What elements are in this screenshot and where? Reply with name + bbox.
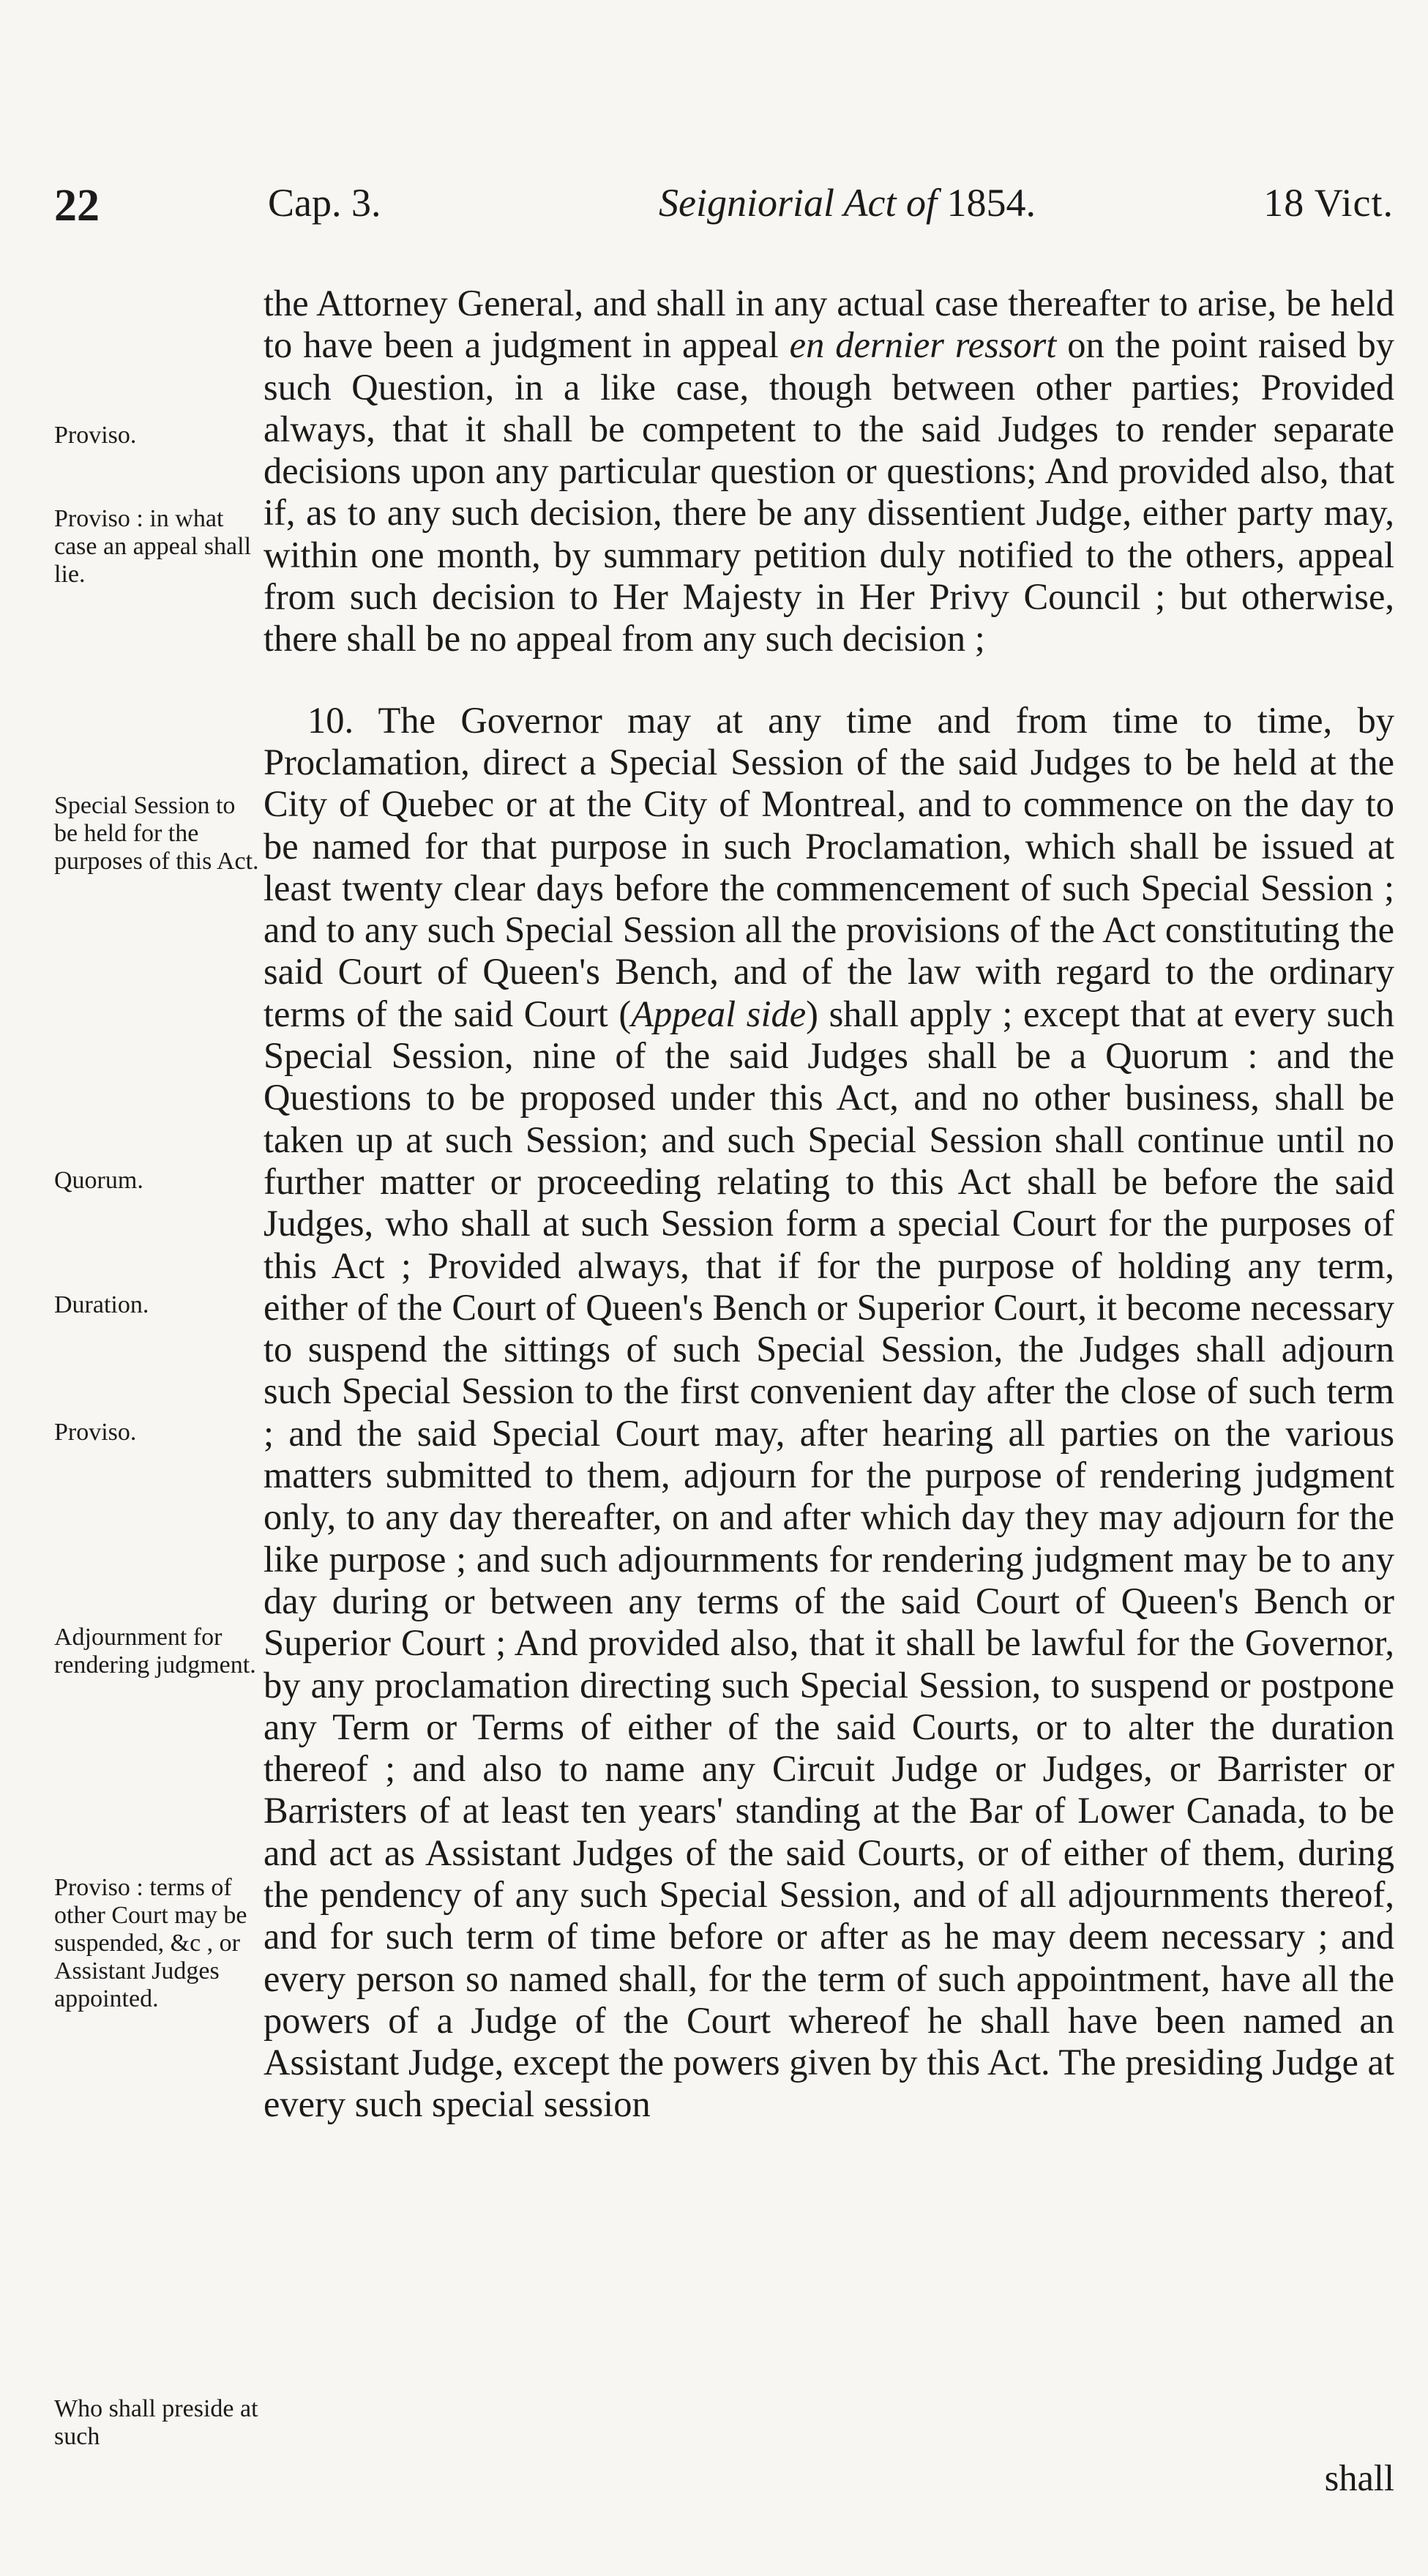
margin-note-proviso-2: Proviso. [54, 1419, 137, 1446]
regnal-word: Vict. [1314, 181, 1394, 225]
paragraph-continued [263, 283, 1394, 660]
act-title [659, 180, 1036, 225]
act-title-italic: Seigniorial Act of [659, 181, 937, 225]
para1-text-a: the Attorney General, and shall in any actual case thereafter to arise, be held to have been a judgment in appeal [263, 283, 1394, 366]
para2-text-a: 10. The Governor may at any time and from time to time, by Proclamation, direct a Special Session of the said Judges to be held at the City of Quebec or at the City of Montreal, and to commence on the day to be named for that purpose in such Proclamation, which shall be issued at least twenty clear days before the commencement of such Special Session ; and to any such Special Session all the provisions of the Act constituting the said Court of Queen's Bench, and of the law with regard to the ordinary terms of the said Court ( [263, 699, 1394, 1034]
chapter-number: Cap. 3. [268, 181, 381, 225]
page-number: 22 [54, 181, 100, 231]
margin-note-proviso: Proviso. [54, 422, 137, 449]
margin-note-adjournment: Adjournment for rendering judgment. [54, 1624, 256, 1679]
margin-note-proviso-terms: Proviso : terms of other Court may be suspended, &c , or Assistant Judges appointed. [54, 1874, 247, 2012]
regnal-number: 18 [1263, 181, 1305, 225]
section-10-paragraph [263, 700, 1394, 2126]
running-head [54, 180, 1394, 239]
margin-note-proviso-appeal: Proviso : in what case an appeal shall lie. [54, 505, 252, 588]
margin-note-who-preside: Who shall preside at such [54, 2395, 258, 2450]
margin-note-special-session: Special Session to be held for the purposes of this Act. [54, 792, 259, 875]
para1-text-b: on the point raised by such Question, in a like case, though between other parties; Provided always, that it shall be competent to the said Judges to render separate decisions upon any particular question or questions; And provided also, that if, as to any such decision, there be any dissentient Judge, either party may, within one month, by summary petition duly notified to the others, appeal from such decision to Her Majesty in Her Privy Council ; but otherwise, there shall be no appeal from any such decision ; [263, 324, 1394, 660]
para2-italic: Appeal side [631, 993, 807, 1034]
para1-italic: en dernier ressort [789, 324, 1057, 366]
para2-text-b: ) shall apply ; except that at every such Special Session, nine of the said Judges shall be a Quorum : and the Questions to be proposed under this Act, and no other business, shall be taken up at such Session; and such Special Session shall continue until no further matter or proceeding relating to this Act shall be before the said Judges, who shall at such Session form a special Court for the purposes of this Act ; Provided always, that if for the purpose of holding any term, either of the Court of Queen's Bench or Superior Court, it become necessary to suspend the sittings of such Special Session, the Judges shall adjourn such Special Session to the first convenient day after the close of such term ; and the said Special Court may, after hearing all parties on the various matters submitted to them, adjourn for the purpose of rendering judgment only, to any day thereafter, on and after which day they may adjourn for the like purpose ; and such adjournments for rendering judgment may be to any day during or between any terms of the said Court of Queen's Bench or Superior Court ; And provided also, that it shall be lawful for the Governor, by any proclamation directing such Special Session, to suspend or postpone any Term or Terms of either of the said Courts, or to alter the duration thereof ; and also to name any Circuit Judge or Judges, or Barrister or Barristers of at least ten years' standing at the Bar of Lower Canada, to be and act as Assistant Judges of the said Courts, or of either of them, during the pendency of any such Special Session, and of all adjournments thereof, and for such term of time before or after as he may deem necessary ; and every person so named shall, for the term of such appointment, have all the powers of a Judge of the Court whereof he shall have been named an Assistant Judge, except the powers given by this Act. The presiding Judge at every such special session [263, 993, 1395, 2125]
margin-note-quorum: Quorum. [54, 1167, 143, 1194]
regnal-year [1263, 180, 1394, 225]
body-text [263, 283, 1394, 2126]
margin-note-duration: Duration. [54, 1291, 149, 1318]
act-year: 1854. [946, 181, 1036, 225]
catchword: shall [1324, 2457, 1394, 2498]
